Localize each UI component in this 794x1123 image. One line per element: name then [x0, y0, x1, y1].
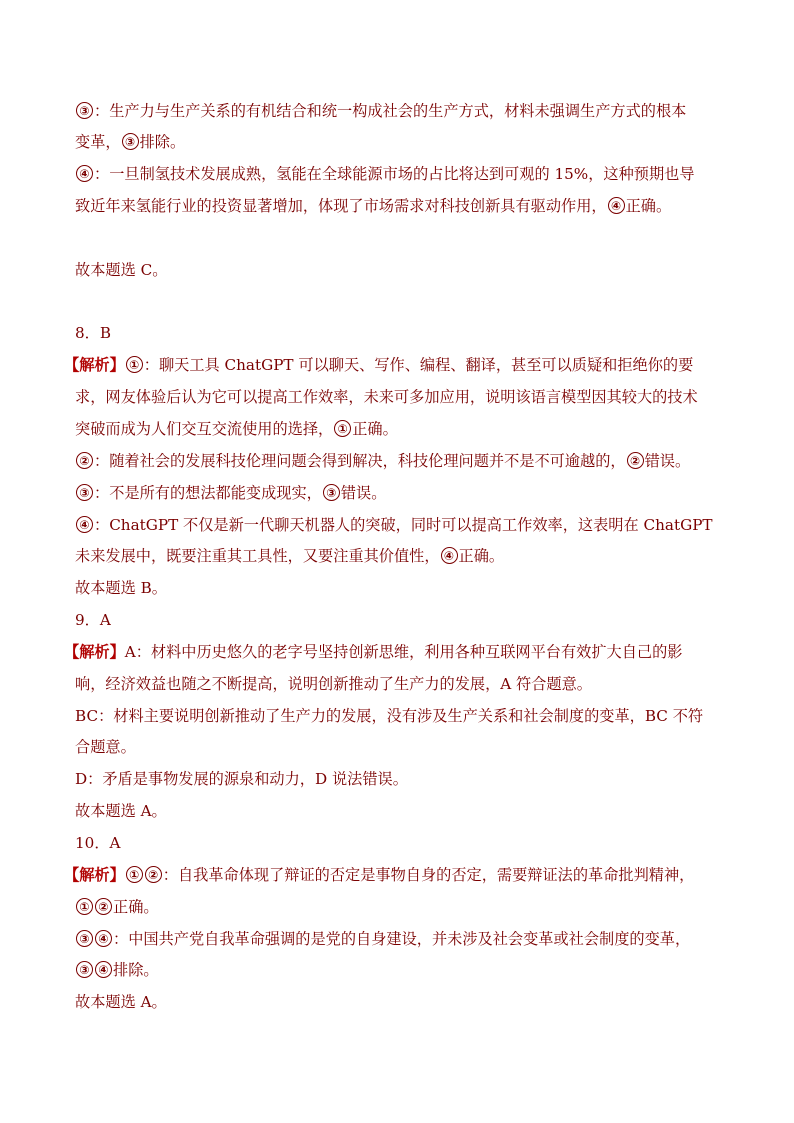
- q9-number: 9．A: [75, 611, 111, 629]
- q8-conclusion: 故本题选 B。: [75, 579, 167, 597]
- q9-line-5: D：矛盾是事物发展的源泉和动力，D 说法错误。: [75, 770, 408, 788]
- circled-number: ②: [627, 452, 644, 469]
- q10-line-3: [75, 929, 690, 949]
- q10-line-2: [75, 897, 159, 917]
- q8-text: 未来发展中，既要注重其工具性，又要注重其价值性，: [75, 547, 440, 565]
- circled-number: ①: [126, 866, 143, 883]
- q7-text: 排除。: [139, 133, 186, 151]
- circled-number: ③: [76, 102, 93, 119]
- q7-line-2: [75, 132, 185, 152]
- analysis-tag: 【解析】: [64, 643, 125, 661]
- circled-number: ④: [76, 165, 93, 182]
- q8-line-6: [75, 515, 713, 535]
- q8-text: ：不是所有的想法都能变成现实，: [94, 484, 322, 502]
- q7-conclusion: 故本题选 C。: [75, 261, 168, 279]
- q7-line-1: [75, 101, 686, 121]
- q10-text: ：自我革命体现了辩证的否定是事物自身的否定，需要辩证法的革命批判精神，: [162, 866, 695, 884]
- q10-text: 排除。: [113, 961, 159, 979]
- circled-number: ②: [95, 898, 112, 915]
- circled-number: ③: [122, 133, 139, 150]
- circled-number: ③: [76, 961, 93, 978]
- circled-number: ①: [76, 898, 93, 915]
- circled-number: ③: [76, 484, 93, 501]
- q8-line-2: 求，网友体验后认为它可以提高工作效率，未来可多加应用，说明该语言模型因其较大的技术: [75, 388, 698, 406]
- circled-number: ④: [76, 516, 93, 533]
- analysis-tag: 【解析】: [64, 356, 125, 374]
- circled-number: ②: [76, 452, 93, 469]
- q10-line-4: [75, 960, 159, 980]
- q7-text: ：生产力与生产关系的有机结合和统一构成社会的生产方式，材料未强调生产方式的根本: [94, 102, 687, 120]
- q8-text: ：聊天工具 ChatGPT 可以聊天、写作、编程、翻译，甚至可以质疑和拒绝你的要: [143, 356, 694, 374]
- q8-text: 正确。: [458, 547, 505, 565]
- q7-text: 致近年来氢能行业的投资显著增加，体现了市场需求对科技创新具有驱动作用，: [75, 197, 607, 215]
- q8-text: 错误。: [644, 452, 691, 470]
- circled-number: ③: [323, 484, 340, 501]
- q8-text: ：随着社会的发展科技伦理问题会得到解决，科技伦理问题并不是不可逾越的，: [94, 452, 626, 470]
- circled-number: ②: [145, 866, 162, 883]
- q8-text: 突破而成为人们交互交流使用的选择，: [75, 420, 334, 438]
- q7-text: 正确。: [625, 197, 672, 215]
- q9-text: A：材料中历史悠久的老字号坚持创新思维，利用各种互联网平台有效扩大自己的影: [124, 643, 683, 661]
- q8-line-5: [75, 483, 386, 503]
- q8-line-3: [75, 419, 398, 439]
- q7-line-4: [75, 196, 671, 216]
- q8-line-7: [75, 546, 504, 566]
- q7-text: 变革，: [75, 133, 121, 151]
- q9-line-4: 合题意。: [75, 738, 136, 756]
- q8-line-1: [64, 355, 693, 375]
- q10-text: ：中国共产党自我革命强调的是党的自身建设，并未涉及社会变革或社会制度的变革，: [113, 930, 691, 948]
- circled-number: ①: [334, 420, 351, 437]
- q10-conclusion: 故本题选 A。: [75, 993, 167, 1011]
- q8-text: ：ChatGPT 不仅是新一代聊天机器人的突破，同时可以提高工作效率，这表明在 ChatGPT: [94, 516, 713, 534]
- q7-line-3: [75, 164, 695, 184]
- q7-text: ：一旦制氢技术发展成熟，氢能在全球能源市场的占比将达到可观的 15%，这种预期也导: [94, 165, 695, 183]
- circled-number: ④: [95, 930, 112, 947]
- q8-number: 8．B: [75, 324, 112, 342]
- q9-conclusion: 故本题选 A。: [75, 802, 167, 820]
- circled-number: ①: [126, 356, 143, 373]
- circled-number: ④: [441, 547, 458, 564]
- q8-text: 正确。: [352, 420, 398, 438]
- q9-line-2: 响，经济效益也随之不断提高，说明创新推动了生产力的发展，A 符合题意。: [75, 675, 592, 693]
- circled-number: ④: [608, 197, 625, 214]
- q9-line-3: BC：材料主要说明创新推动了生产力的发展，没有涉及生产关系和社会制度的变革，BC 不符: [75, 707, 704, 725]
- q9-line-1: [64, 642, 682, 662]
- q10-line-1: [64, 865, 694, 885]
- q10-number: 10．A: [75, 834, 121, 852]
- circled-number: ④: [95, 961, 112, 978]
- q8-line-4: [75, 451, 690, 471]
- analysis-tag: 【解析】: [64, 866, 125, 884]
- circled-number: ③: [76, 930, 93, 947]
- q10-text: 正确。: [113, 898, 159, 916]
- q8-text: 错误。: [340, 484, 387, 502]
